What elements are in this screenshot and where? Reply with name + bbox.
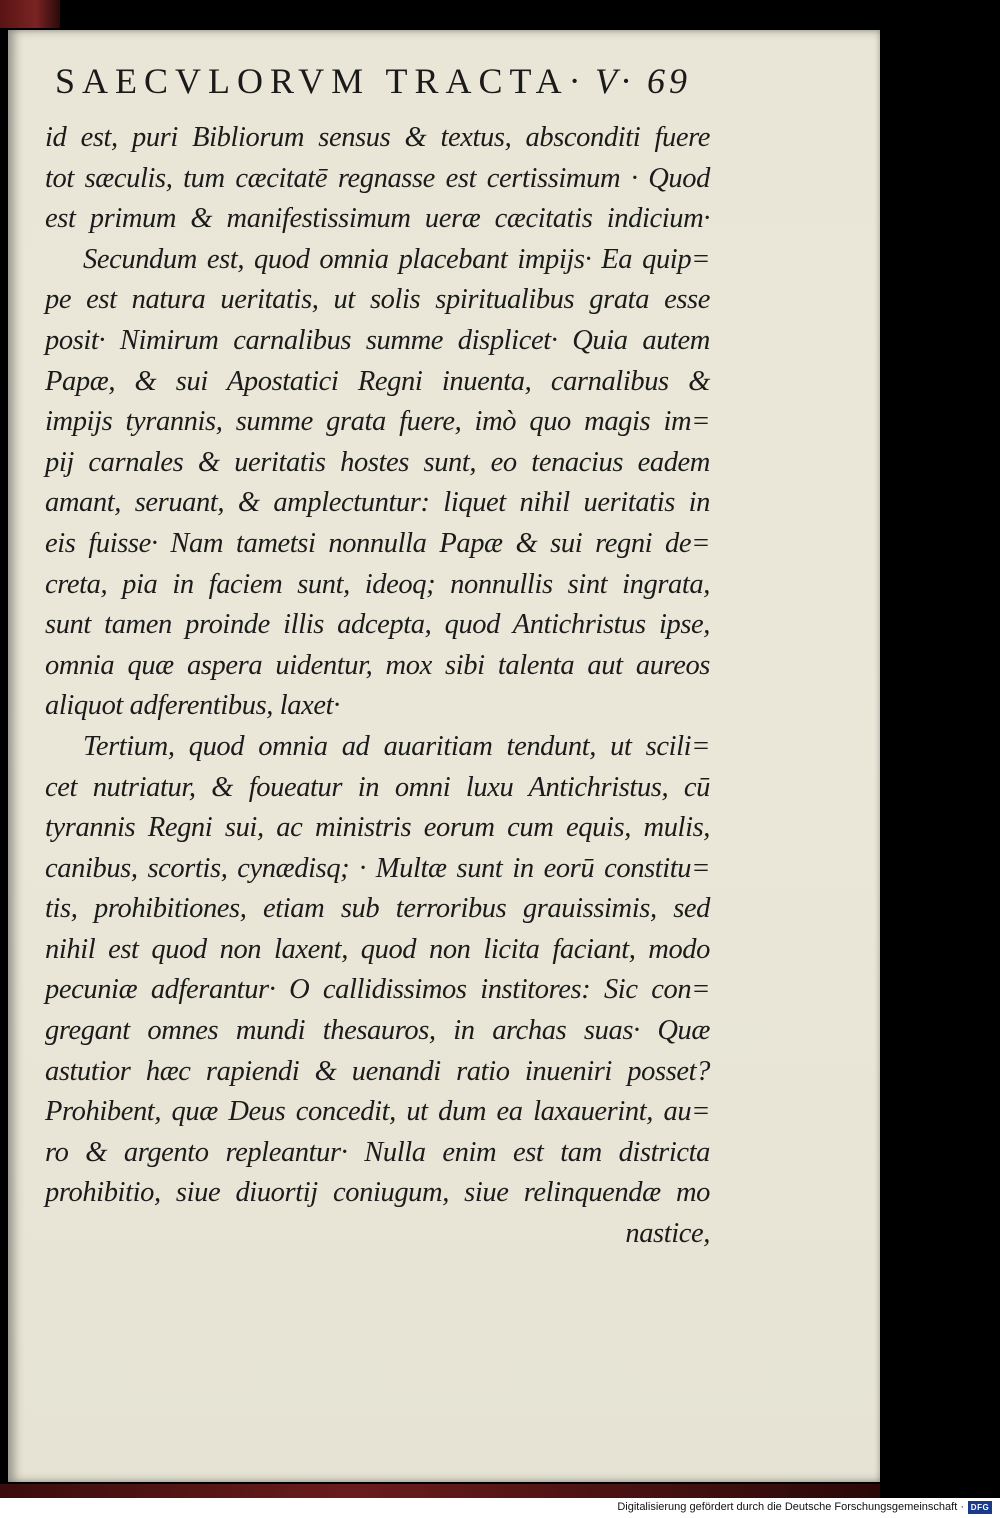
text-line: pij carnales & ueritatis hostes sunt, eo tenacius eadem — [45, 446, 710, 478]
text-line: creta, pia in faciem sunt, ideoq; nonnullis sint ingrata, — [45, 568, 710, 600]
text-line: tis, prohibitiones, etiam sub terroribus grauissimis, sed — [45, 893, 710, 925]
text-line: Secundum est, quod omnia placebant impijs· Ea quip= — [83, 243, 710, 275]
text-line: pecuniæ adferantur· O callidissimos institores: Sic con= — [45, 974, 710, 1006]
text-line: ro & argento repleantur· Nulla enim est tam districta — [45, 1136, 710, 1168]
text-line: Tertium, quod omnia ad auaritiam tendunt, ut scili= — [83, 730, 710, 762]
running-head-title: SAECVLORVM TRACTA· — [55, 61, 588, 101]
text-line: aliquot adferentibus, laxet· — [45, 690, 340, 722]
text-line: sunt tamen proinde illis adcepta, quod Antichristus ipse, — [45, 609, 710, 641]
text-line: posit· Nimirum carnalibus summe displicet· Quia autem — [45, 324, 710, 356]
footer-bar — [0, 1498, 1000, 1518]
funding-credit: Digitalisierung gefördert durch die Deutsche Forschungsgemeinschaft · — [617, 1501, 964, 1513]
text-line: Prohibent, quæ Deus concedit, ut dum ea laxauerint, au= — [45, 1096, 710, 1128]
text-line: canibus, scortis, cynædisq; · Multæ sunt in eorū constitu= — [45, 852, 710, 884]
text-line: id est, puri Bibliorum sensus & textus, absconditi fuere — [45, 122, 710, 153]
bottom-page-edge — [0, 1484, 880, 1498]
text-line: pe est natura ueritatis, ut solis spiritualibus grata esse — [45, 284, 710, 316]
text-line: gregant omnes mundi thesauros, in archas suas· Quæ — [45, 1015, 710, 1047]
text-line: cet nutriatur, & foueatur in omni luxu Antichristus, cū — [45, 771, 710, 803]
red-page-edge — [0, 0, 60, 28]
text-line: est primum & manifestissimum ueræ cæcitatis indicium· — [45, 203, 710, 235]
text-line: astutior hæc rapiendi & uenandi ratio inueniri posset? — [45, 1055, 710, 1087]
running-header — [55, 60, 705, 102]
text-line: eis fuisse· Nam tametsi nonnulla Papæ & sui regni de= — [45, 527, 710, 559]
text-line: impijs tyrannis, summe grata fuere, imò quo magis im= — [45, 406, 710, 438]
catchword: nastice, — [625, 1218, 710, 1250]
text-line: omnia quæ aspera uidentur, mox sibi talenta aut aureos — [45, 649, 710, 681]
text-line: nihil est quod non laxent, quod non licita faciant, modo — [45, 933, 710, 965]
text-line: tyrannis Regni sui, ac ministris eorum cum equis, mulis, — [45, 812, 710, 844]
text-line: Papæ, & sui Apostatici Regni inuenta, carnalibus & — [45, 365, 710, 397]
text-line: prohibitio, siue diuortij coniugum, siue relinquendæ mo — [45, 1177, 710, 1209]
text-line: tot sæculis, tum cæcitatē regnasse est certissimum · Quod — [45, 162, 710, 194]
text-line: amant, seruant, & amplectuntur: liquet nihil ueritatis in — [45, 487, 710, 519]
dfg-logo: DFG — [968, 1501, 992, 1514]
body-text — [45, 118, 710, 1255]
page-number: V· 69 — [595, 61, 691, 101]
